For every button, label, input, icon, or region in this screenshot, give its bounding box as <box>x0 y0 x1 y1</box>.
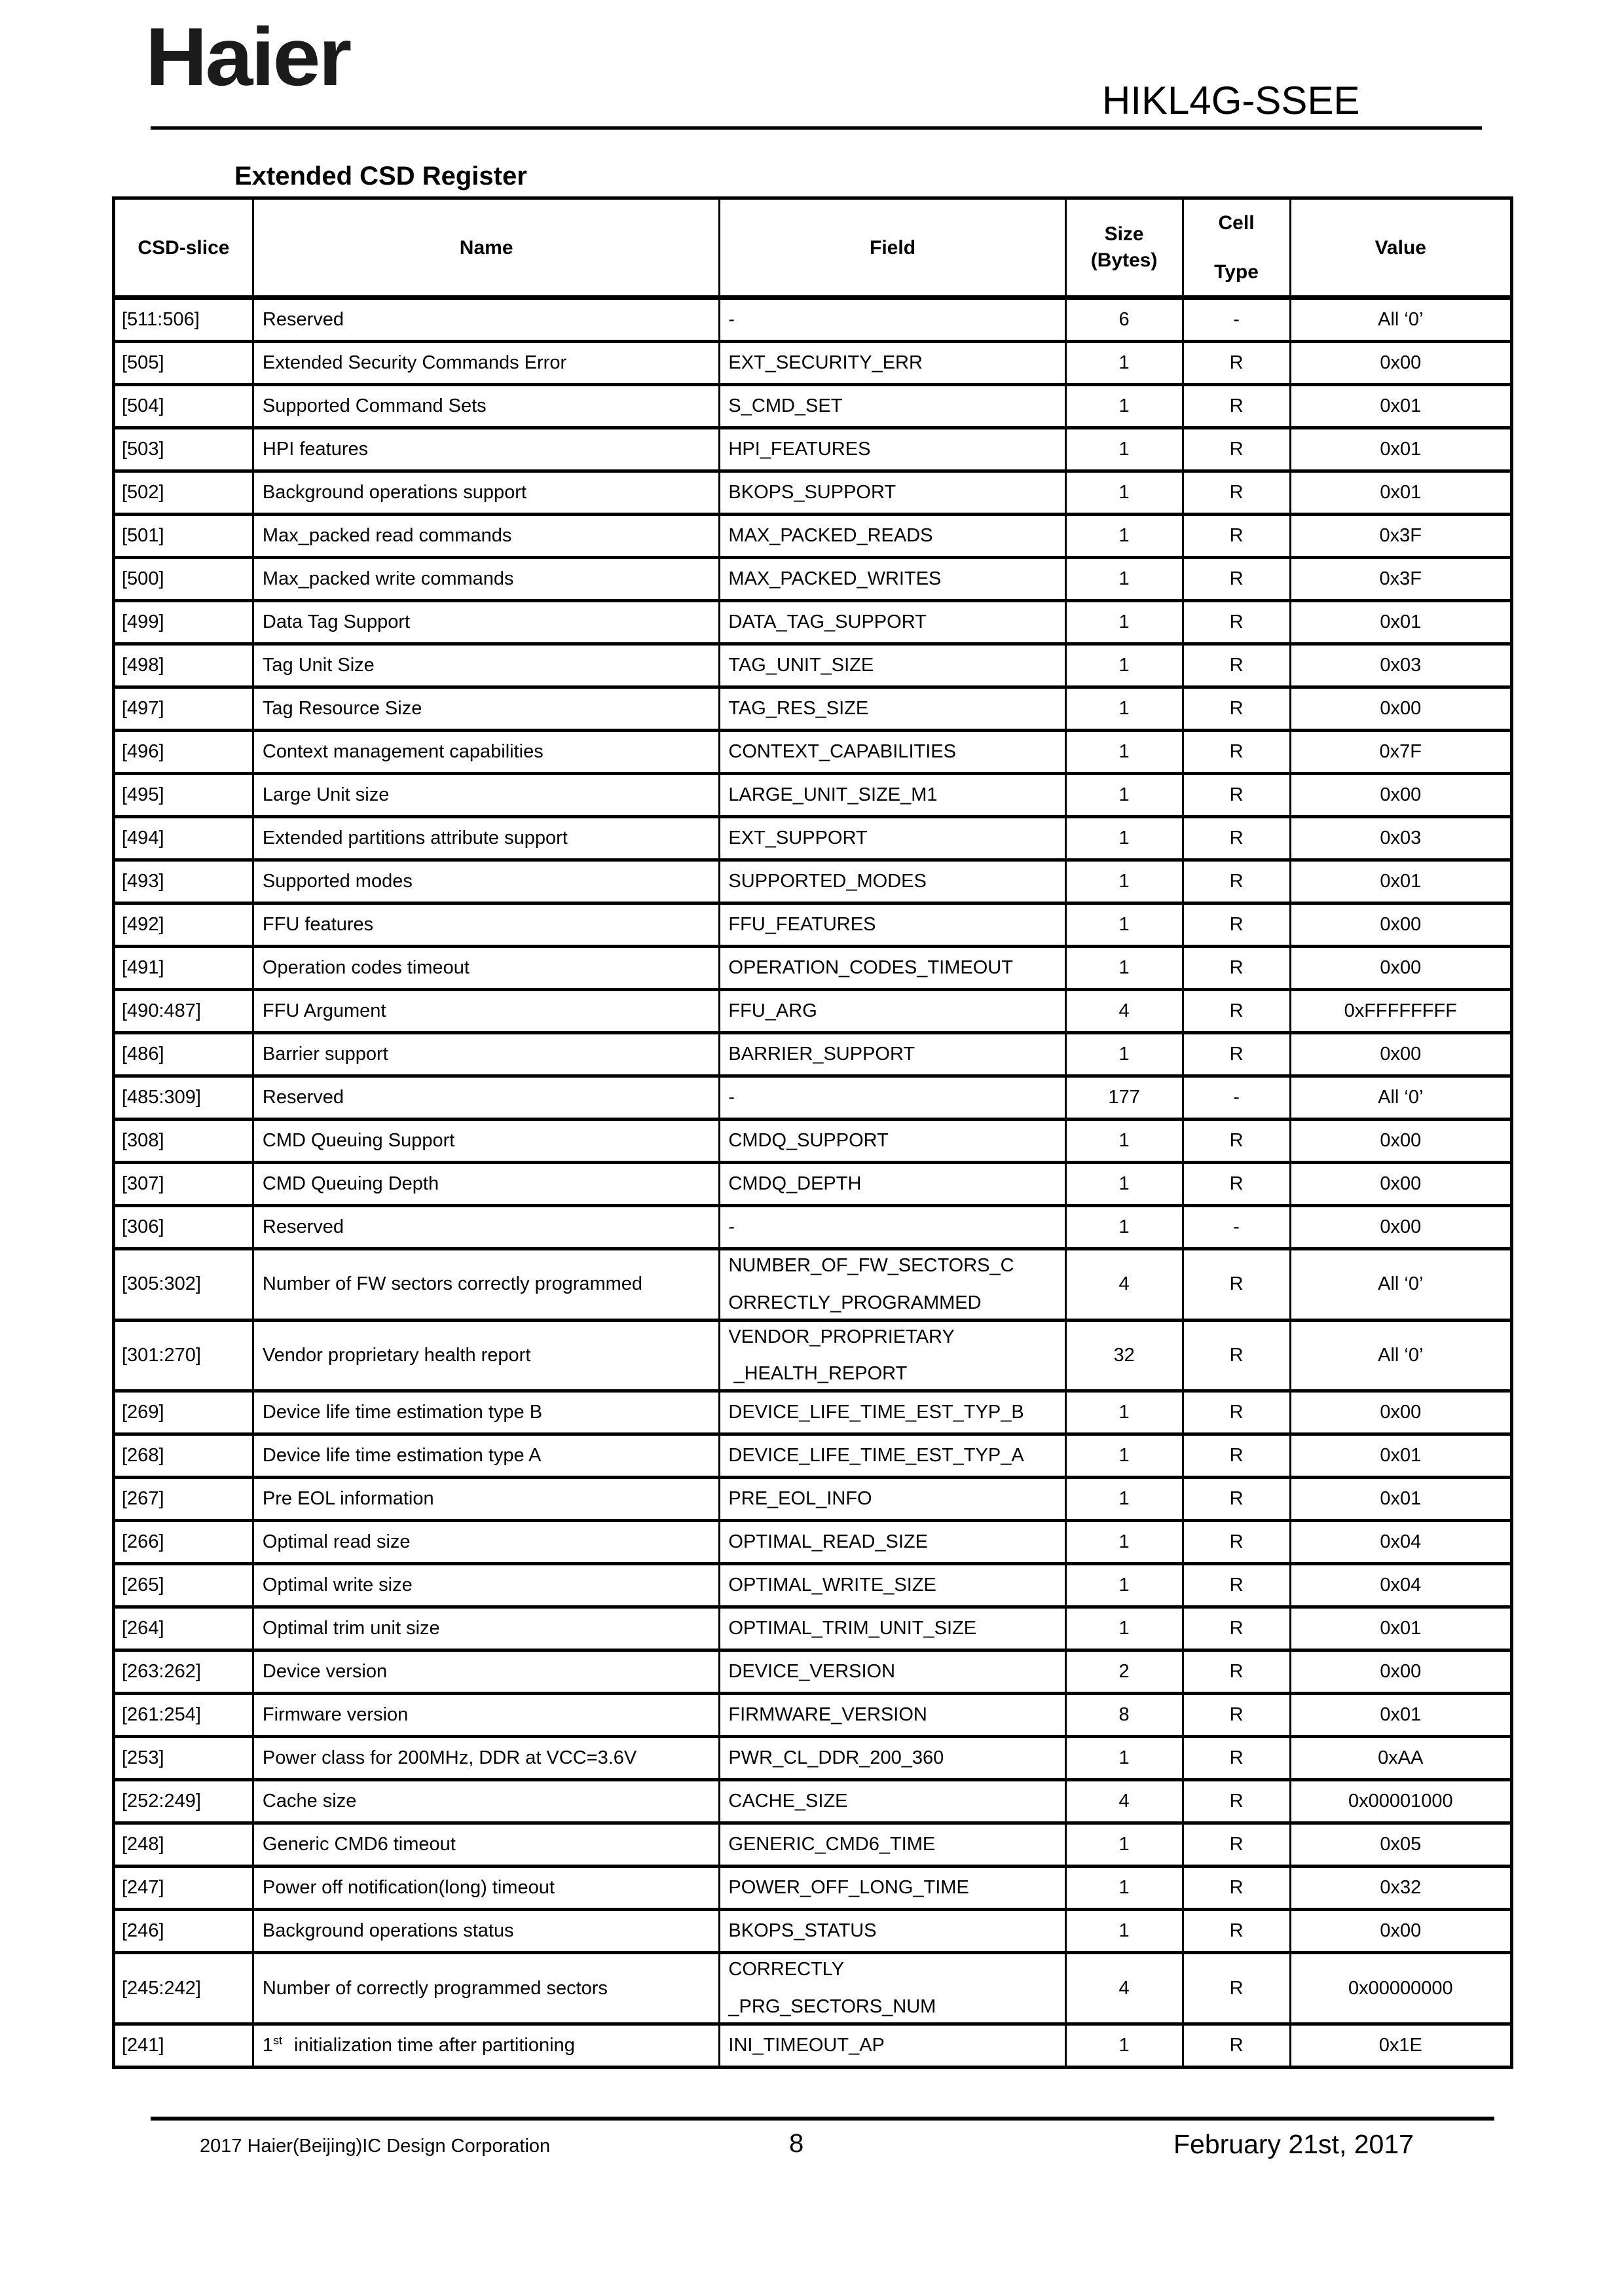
row-size: 4 <box>1067 1954 1184 2022</box>
row-field: CONTEXT_CAPABILITIES <box>720 732 1066 772</box>
row-value: 0x03 <box>1380 828 1422 849</box>
row-value: 0xAA <box>1378 1747 1424 1769</box>
table-row <box>115 1031 1510 1074</box>
table-row <box>115 1778 1510 1821</box>
row-size: 177 <box>1067 1078 1184 1118</box>
row-csd-slice: [495] <box>115 775 254 815</box>
document-title: HIKL4G-SSEE <box>1102 79 1360 122</box>
row-csd-slice: [247] <box>115 1868 254 1908</box>
row-field: DATA_TAG_SUPPORT <box>720 602 1066 642</box>
row-size: 1 <box>1067 775 1184 815</box>
row-value: 0x03 <box>1380 655 1422 676</box>
row-name: Max_packed write commands <box>254 559 720 599</box>
row-field: NUMBER_OF_FW_SECTORS_C ORRECTLY_PROGRAMMED <box>720 1250 1066 1319</box>
table-row <box>115 1161 1510 1204</box>
section-title: Extended CSD Register <box>234 162 527 191</box>
row-size: 1 <box>1067 862 1184 902</box>
row-csd-slice: [263:262] <box>115 1652 254 1692</box>
row-field: INI_TIMEOUT_AP <box>720 2026 1066 2066</box>
row-value: 0x00 <box>1380 1661 1422 1683</box>
row-size: 4 <box>1067 991 1184 1031</box>
row-value: 0x00 <box>1380 1216 1422 1238</box>
header-cell-type <box>1184 200 1291 295</box>
table-row <box>115 858 1510 902</box>
row-name: Reserved <box>254 300 720 340</box>
row-name: Tag Unit Size <box>254 646 720 685</box>
row-field: DEVICE_LIFE_TIME_EST_TYP_A <box>720 1436 1066 1476</box>
row-size: 1 <box>1067 689 1184 729</box>
row-csd-slice: [486] <box>115 1034 254 1074</box>
row-field: CORRECTLY _PRG_SECTORS_NUM <box>720 1954 1066 2022</box>
row-csd-slice: [269] <box>115 1393 254 1432</box>
row-size: 1 <box>1067 1121 1184 1161</box>
footer-divider <box>151 2117 1494 2121</box>
row-name: Supported Command Sets <box>254 386 720 426</box>
row-name: Device life time estimation type B <box>254 1393 720 1432</box>
table-row <box>115 2022 1510 2066</box>
row-cell-type: R <box>1184 732 1291 772</box>
row-csd-slice: [496] <box>115 732 254 772</box>
row-field: GENERIC_CMD6_TIME <box>720 1825 1066 1865</box>
row-name: CMD Queuing Depth <box>254 1164 720 1204</box>
row-name: Large Unit size <box>254 775 720 815</box>
row-name: Generic CMD6 timeout <box>254 1825 720 1865</box>
row-csd-slice: [493] <box>115 862 254 902</box>
header-size-line1: Size <box>1104 223 1144 245</box>
row-field: BKOPS_STATUS <box>720 1911 1066 1951</box>
row-value: 0x01 <box>1380 1445 1422 1467</box>
row-name: Optimal read size <box>254 1522 720 1562</box>
row-csd-slice: [497] <box>115 689 254 729</box>
row-csd-slice: [266] <box>115 1522 254 1562</box>
row-csd-slice: [305:302] <box>115 1250 254 1319</box>
row-field: PWR_CL_DDR_200_360 <box>720 1738 1066 1778</box>
header-cell-type-line1: Cell <box>1218 212 1255 234</box>
row-field: - <box>720 1207 1066 1247</box>
row-size: 1 <box>1067 343 1184 383</box>
row-size: 32 <box>1067 1322 1184 1390</box>
row-cell-type: - <box>1184 300 1291 340</box>
row-value: 0x00 <box>1380 784 1422 806</box>
table-row <box>115 1204 1510 1247</box>
row-size: 4 <box>1067 1250 1184 1319</box>
row-size: 1 <box>1067 559 1184 599</box>
row-csd-slice: [261:254] <box>115 1695 254 1735</box>
row-csd-slice: [248] <box>115 1825 254 1865</box>
row-name: Operation codes timeout <box>254 948 720 988</box>
table-row <box>115 772 1510 815</box>
row-value: 0x04 <box>1380 1531 1422 1553</box>
row-cell-type: R <box>1184 1781 1291 1821</box>
row-csd-slice: [505] <box>115 343 254 383</box>
row-value: 0x00 <box>1380 1920 1422 1942</box>
row-csd-slice: [494] <box>115 818 254 858</box>
row-field: BARRIER_SUPPORT <box>720 1034 1066 1074</box>
row-cell-type: R <box>1184 1825 1291 1865</box>
header-field: Field <box>720 200 1066 295</box>
row-value: All ‘0’ <box>1378 1344 1424 1366</box>
row-name: Barrier support <box>254 1034 720 1074</box>
table-body <box>115 300 1510 2066</box>
row-value: 0x00 <box>1380 698 1422 720</box>
table-row <box>115 513 1510 556</box>
row-name: Number of correctly programmed sectors <box>254 1954 720 2022</box>
row-cell-type: R <box>1184 1393 1291 1432</box>
table-row <box>115 815 1510 858</box>
row-field: POWER_OFF_LONG_TIME <box>720 1868 1066 1908</box>
row-value: 0x01 <box>1380 482 1422 503</box>
row-name: Cache size <box>254 1781 720 1821</box>
row-size: 8 <box>1067 1695 1184 1735</box>
row-cell-type: R <box>1184 1436 1291 1476</box>
table-row <box>115 729 1510 772</box>
row-name: Max_packed read commands <box>254 516 720 556</box>
row-size: 1 <box>1067 1738 1184 1778</box>
haier-logo: Haier <box>145 10 350 103</box>
row-value: 0x3F <box>1379 568 1422 590</box>
row-csd-slice: [308] <box>115 1121 254 1161</box>
row-csd-slice: [265] <box>115 1565 254 1605</box>
row-field: TAG_RES_SIZE <box>720 689 1066 729</box>
row-value: 0x01 <box>1380 1618 1422 1639</box>
row-value: All ‘0’ <box>1378 1273 1424 1295</box>
row-name: FFU features <box>254 905 720 945</box>
row-size: 1 <box>1067 1825 1184 1865</box>
row-field: OPERATION_CODES_TIMEOUT <box>720 948 1066 988</box>
row-csd-slice: [306] <box>115 1207 254 1247</box>
row-value: 0x00 <box>1380 1402 1422 1423</box>
row-csd-slice: [267] <box>115 1479 254 1519</box>
row-cell-type: R <box>1184 1738 1291 1778</box>
row-value: All ‘0’ <box>1378 309 1424 331</box>
row-field: MAX_PACKED_WRITES <box>720 559 1066 599</box>
table-row <box>115 1692 1510 1735</box>
table-row <box>115 1821 1510 1865</box>
row-field: OPTIMAL_TRIM_UNIT_SIZE <box>720 1609 1066 1649</box>
table-row <box>115 599 1510 642</box>
row-name: Pre EOL information <box>254 1479 720 1519</box>
table-row <box>115 1951 1510 2022</box>
row-size: 1 <box>1067 1479 1184 1519</box>
row-value: 0x01 <box>1380 1704 1422 1726</box>
row-cell-type: R <box>1184 516 1291 556</box>
row-value: 0x04 <box>1380 1575 1422 1596</box>
row-field: DEVICE_LIFE_TIME_EST_TYP_B <box>720 1393 1066 1432</box>
table-row <box>115 1865 1510 1908</box>
row-csd-slice: [268] <box>115 1436 254 1476</box>
footer-date: February 21st, 2017 <box>1173 2129 1414 2159</box>
table-row <box>115 1519 1510 1562</box>
row-field: FFU_ARG <box>720 991 1066 1031</box>
row-csd-slice: [511:506] <box>115 300 254 340</box>
header-value: Value <box>1375 236 1426 259</box>
row-cell-type: R <box>1184 1479 1291 1519</box>
row-name: HPI features <box>254 429 720 469</box>
row-size: 1 <box>1067 948 1184 988</box>
table-row <box>115 1649 1510 1692</box>
row-field: FFU_FEATURES <box>720 905 1066 945</box>
row-name: Number of FW sectors correctly programmed <box>254 1250 720 1319</box>
row-name: 1st initialization time after partitioning <box>254 2026 720 2066</box>
row-name: Power off notification(long) timeout <box>254 1868 720 1908</box>
row-field: MAX_PACKED_READS <box>720 516 1066 556</box>
row-name: Vendor proprietary health report <box>254 1322 720 1390</box>
table-row <box>115 988 1510 1031</box>
row-csd-slice: [492] <box>115 905 254 945</box>
row-field: SUPPORTED_MODES <box>720 862 1066 902</box>
row-size: 1 <box>1067 905 1184 945</box>
table-row <box>115 426 1510 469</box>
row-name: Background operations status <box>254 1911 720 1951</box>
header-csd-slice: CSD-slice <box>115 200 254 295</box>
row-value: 0x00000000 <box>1348 1977 1453 1999</box>
row-size: 4 <box>1067 1781 1184 1821</box>
row-size: 1 <box>1067 646 1184 685</box>
row-csd-slice: [499] <box>115 602 254 642</box>
row-value: 0x00 <box>1380 1130 1422 1152</box>
row-csd-slice: [307] <box>115 1164 254 1204</box>
row-name: Tag Resource Size <box>254 689 720 729</box>
row-cell-type: R <box>1184 1954 1291 2022</box>
row-csd-slice: [501] <box>115 516 254 556</box>
row-field: S_CMD_SET <box>720 386 1066 426</box>
row-field: - <box>720 300 1066 340</box>
row-name: Firmware version <box>254 1695 720 1735</box>
row-name: Optimal trim unit size <box>254 1609 720 1649</box>
row-value: 0xFFFFFFFF <box>1344 1000 1457 1022</box>
row-size: 6 <box>1067 300 1184 340</box>
row-size: 1 <box>1067 1565 1184 1605</box>
row-csd-slice: [490:487] <box>115 991 254 1031</box>
extended-csd-register-table <box>112 196 1513 2069</box>
row-field: CMDQ_DEPTH <box>720 1164 1066 1204</box>
table-row <box>115 340 1510 383</box>
row-name: Extended partitions attribute support <box>254 818 720 858</box>
row-value: 0x00 <box>1380 1173 1422 1195</box>
table-row <box>115 902 1510 945</box>
table-row <box>115 1735 1510 1778</box>
table-row <box>115 1319 1510 1390</box>
row-size: 1 <box>1067 1522 1184 1562</box>
row-value: 0x00 <box>1380 1044 1422 1065</box>
row-cell-type: R <box>1184 1652 1291 1692</box>
table-row <box>115 383 1510 426</box>
table-row <box>115 1118 1510 1161</box>
row-cell-type: - <box>1184 1078 1291 1118</box>
table-row <box>115 556 1510 599</box>
row-value: 0x01 <box>1380 1488 1422 1510</box>
row-cell-type: R <box>1184 862 1291 902</box>
row-cell-type: R <box>1184 1250 1291 1319</box>
row-name: Device version <box>254 1652 720 1692</box>
row-csd-slice: [245:242] <box>115 1954 254 2022</box>
row-value: 0x01 <box>1380 611 1422 633</box>
row-size: 1 <box>1067 429 1184 469</box>
header-divider <box>151 126 1482 130</box>
row-size: 1 <box>1067 1164 1184 1204</box>
table-row <box>115 1074 1510 1118</box>
row-csd-slice: [252:249] <box>115 1781 254 1821</box>
table-row <box>115 300 1510 340</box>
row-csd-slice: [253] <box>115 1738 254 1778</box>
row-size: 1 <box>1067 1034 1184 1074</box>
row-field: OPTIMAL_WRITE_SIZE <box>720 1565 1066 1605</box>
row-name: FFU Argument <box>254 991 720 1031</box>
row-name: CMD Queuing Support <box>254 1121 720 1161</box>
row-value: 0x00 <box>1380 914 1422 936</box>
row-size: 1 <box>1067 473 1184 513</box>
row-csd-slice: [485:309] <box>115 1078 254 1118</box>
row-csd-slice: [491] <box>115 948 254 988</box>
row-csd-slice: [504] <box>115 386 254 426</box>
row-field: HPI_FEATURES <box>720 429 1066 469</box>
row-size: 1 <box>1067 386 1184 426</box>
row-csd-slice: [502] <box>115 473 254 513</box>
row-field: EXT_SECURITY_ERR <box>720 343 1066 383</box>
row-field: FIRMWARE_VERSION <box>720 1695 1066 1735</box>
table-row <box>115 945 1510 988</box>
table-row <box>115 1562 1510 1605</box>
row-value: 0x32 <box>1380 1877 1422 1899</box>
row-size: 1 <box>1067 602 1184 642</box>
row-cell-type: R <box>1184 602 1291 642</box>
row-field: PRE_EOL_INFO <box>720 1479 1066 1519</box>
table-row <box>115 685 1510 729</box>
row-name: Reserved <box>254 1207 720 1247</box>
row-name: Extended Security Commands Error <box>254 343 720 383</box>
row-value: 0x00 <box>1380 352 1422 374</box>
row-size: 1 <box>1067 1911 1184 1951</box>
table-row <box>115 1476 1510 1519</box>
row-csd-slice: [264] <box>115 1609 254 1649</box>
table-row <box>115 1432 1510 1476</box>
row-cell-type: R <box>1184 1034 1291 1074</box>
row-csd-slice: [246] <box>115 1911 254 1951</box>
row-cell-type: R <box>1184 429 1291 469</box>
row-field: DEVICE_VERSION <box>720 1652 1066 1692</box>
row-cell-type: R <box>1184 818 1291 858</box>
row-cell-type: R <box>1184 1565 1291 1605</box>
footer-copyright: 2017 Haier(Beijing)IC Design Corporation <box>200 2136 551 2157</box>
row-size: 1 <box>1067 732 1184 772</box>
row-field: LARGE_UNIT_SIZE_M1 <box>720 775 1066 815</box>
row-cell-type: R <box>1184 1695 1291 1735</box>
header-size-bytes <box>1067 200 1184 295</box>
row-csd-slice: [498] <box>115 646 254 685</box>
row-field: CACHE_SIZE <box>720 1781 1066 1821</box>
table-header-row <box>115 200 1510 300</box>
row-field: EXT_SUPPORT <box>720 818 1066 858</box>
row-cell-type: R <box>1184 559 1291 599</box>
row-value: 0x00001000 <box>1348 1791 1453 1812</box>
row-size: 1 <box>1067 1868 1184 1908</box>
row-value: All ‘0’ <box>1378 1087 1424 1108</box>
row-value: 0x05 <box>1380 1834 1422 1855</box>
table-row <box>115 642 1510 685</box>
row-cell-type: R <box>1184 1121 1291 1161</box>
row-field: TAG_UNIT_SIZE <box>720 646 1066 685</box>
row-cell-type: R <box>1184 775 1291 815</box>
row-field: CMDQ_SUPPORT <box>720 1121 1066 1161</box>
row-cell-type: R <box>1184 1911 1291 1951</box>
row-cell-type: R <box>1184 1609 1291 1649</box>
row-cell-type: R <box>1184 991 1291 1031</box>
row-cell-type: R <box>1184 343 1291 383</box>
row-value: 0x3F <box>1379 525 1422 547</box>
row-cell-type: R <box>1184 948 1291 988</box>
row-name: Background operations support <box>254 473 720 513</box>
table-row <box>115 1605 1510 1649</box>
row-size: 1 <box>1067 2026 1184 2066</box>
row-size: 2 <box>1067 1652 1184 1692</box>
row-value: 0x1E <box>1378 2034 1422 2056</box>
row-value: 0x7F <box>1379 741 1422 763</box>
row-name: Data Tag Support <box>254 602 720 642</box>
row-field: OPTIMAL_READ_SIZE <box>720 1522 1066 1562</box>
header-size-line2: (Bytes) <box>1090 249 1158 271</box>
row-name: Supported modes <box>254 862 720 902</box>
row-csd-slice: [241] <box>115 2026 254 2066</box>
row-value: 0x00 <box>1380 957 1422 979</box>
row-size: 1 <box>1067 1393 1184 1432</box>
table-row <box>115 1908 1510 1951</box>
row-field: VENDOR_PROPRIETARY _HEALTH_REPORT <box>720 1322 1066 1390</box>
row-value: 0x01 <box>1380 439 1422 460</box>
row-cell-type: - <box>1184 1207 1291 1247</box>
row-csd-slice: [500] <box>115 559 254 599</box>
row-name: Optimal write size <box>254 1565 720 1605</box>
row-size: 1 <box>1067 818 1184 858</box>
row-name: Reserved <box>254 1078 720 1118</box>
row-field: BKOPS_SUPPORT <box>720 473 1066 513</box>
row-cell-type: R <box>1184 1522 1291 1562</box>
row-size: 1 <box>1067 1436 1184 1476</box>
row-cell-type: R <box>1184 473 1291 513</box>
row-size: 1 <box>1067 1207 1184 1247</box>
row-cell-type: R <box>1184 1322 1291 1390</box>
row-cell-type: R <box>1184 1164 1291 1204</box>
row-value: 0x01 <box>1380 871 1422 892</box>
row-size: 1 <box>1067 1609 1184 1649</box>
row-name: Power class for 200MHz, DDR at VCC=3.6V <box>254 1738 720 1778</box>
row-field: - <box>720 1078 1066 1118</box>
row-csd-slice: [503] <box>115 429 254 469</box>
table-row <box>115 1247 1510 1319</box>
row-name: Context management capabilities <box>254 732 720 772</box>
row-csd-slice: [301:270] <box>115 1322 254 1390</box>
row-name: Device life time estimation type A <box>254 1436 720 1476</box>
table-row <box>115 469 1510 513</box>
row-cell-type: R <box>1184 386 1291 426</box>
header-cell-type-line2: Type <box>1214 261 1259 283</box>
row-cell-type: R <box>1184 2026 1291 2066</box>
footer-page-number: 8 <box>789 2129 804 2158</box>
row-size: 1 <box>1067 516 1184 556</box>
row-value: 0x01 <box>1380 395 1422 417</box>
row-cell-type: R <box>1184 689 1291 729</box>
table-row <box>115 1389 1510 1432</box>
row-cell-type: R <box>1184 1868 1291 1908</box>
header-name: Name <box>254 200 720 295</box>
row-cell-type: R <box>1184 646 1291 685</box>
row-cell-type: R <box>1184 905 1291 945</box>
